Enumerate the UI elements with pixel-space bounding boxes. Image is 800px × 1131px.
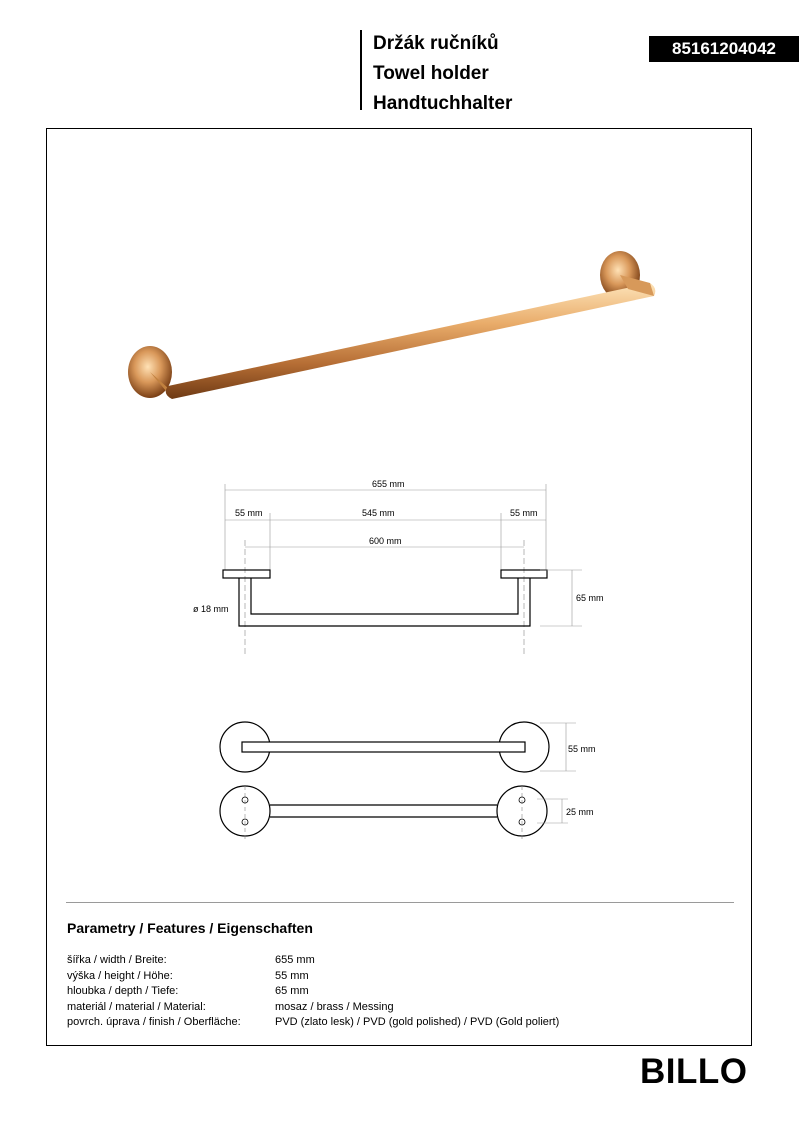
params-heading: Parametry / Features / Eigenschaften: [67, 920, 313, 936]
dim-left: 55 mm: [235, 508, 263, 518]
param-value: mosaz / brass / Messing: [275, 1000, 394, 1013]
param-value: 55 mm: [275, 969, 309, 982]
section-divider: [66, 902, 734, 903]
param-value: 65 mm: [275, 985, 309, 998]
dim-right: 55 mm: [510, 508, 538, 518]
dim-middle: 545 mm: [362, 508, 395, 518]
dim-diameter: ø 18 mm: [193, 604, 229, 614]
dim-bar: 25 mm: [566, 807, 594, 817]
dim-depth: 65 mm: [576, 593, 604, 603]
brand-logo: BILLO: [640, 1052, 748, 1091]
product-code-badge: 85161204042: [649, 36, 799, 62]
dim-rosette: 55 mm: [568, 744, 596, 754]
title-czech: Držák ručníků: [373, 33, 499, 54]
param-label: výška / height / Höhe:: [67, 969, 173, 982]
param-value: PVD (zlato lesk) / PVD (gold polished) / PVD (Gold poliert): [275, 1016, 560, 1029]
top-view: [220, 722, 576, 772]
param-value: 655 mm: [275, 954, 315, 966]
title-english: Towel holder: [373, 63, 489, 84]
dim-total: 655 mm: [372, 479, 405, 489]
param-label: šířka / width / Breite:: [67, 954, 167, 966]
param-label: povrch. úprava / finish / Oberfläche:: [67, 1016, 241, 1029]
product-photo: [128, 251, 655, 399]
mounting-view: [220, 786, 568, 842]
title-german: Handtuchhalter: [373, 93, 513, 114]
towel-bar: [166, 283, 656, 399]
param-label: materiál / material / Material:: [67, 1000, 206, 1013]
dim-axis: 600 mm: [369, 536, 402, 546]
param-label: hloubka / depth / Tiefe:: [67, 985, 179, 998]
